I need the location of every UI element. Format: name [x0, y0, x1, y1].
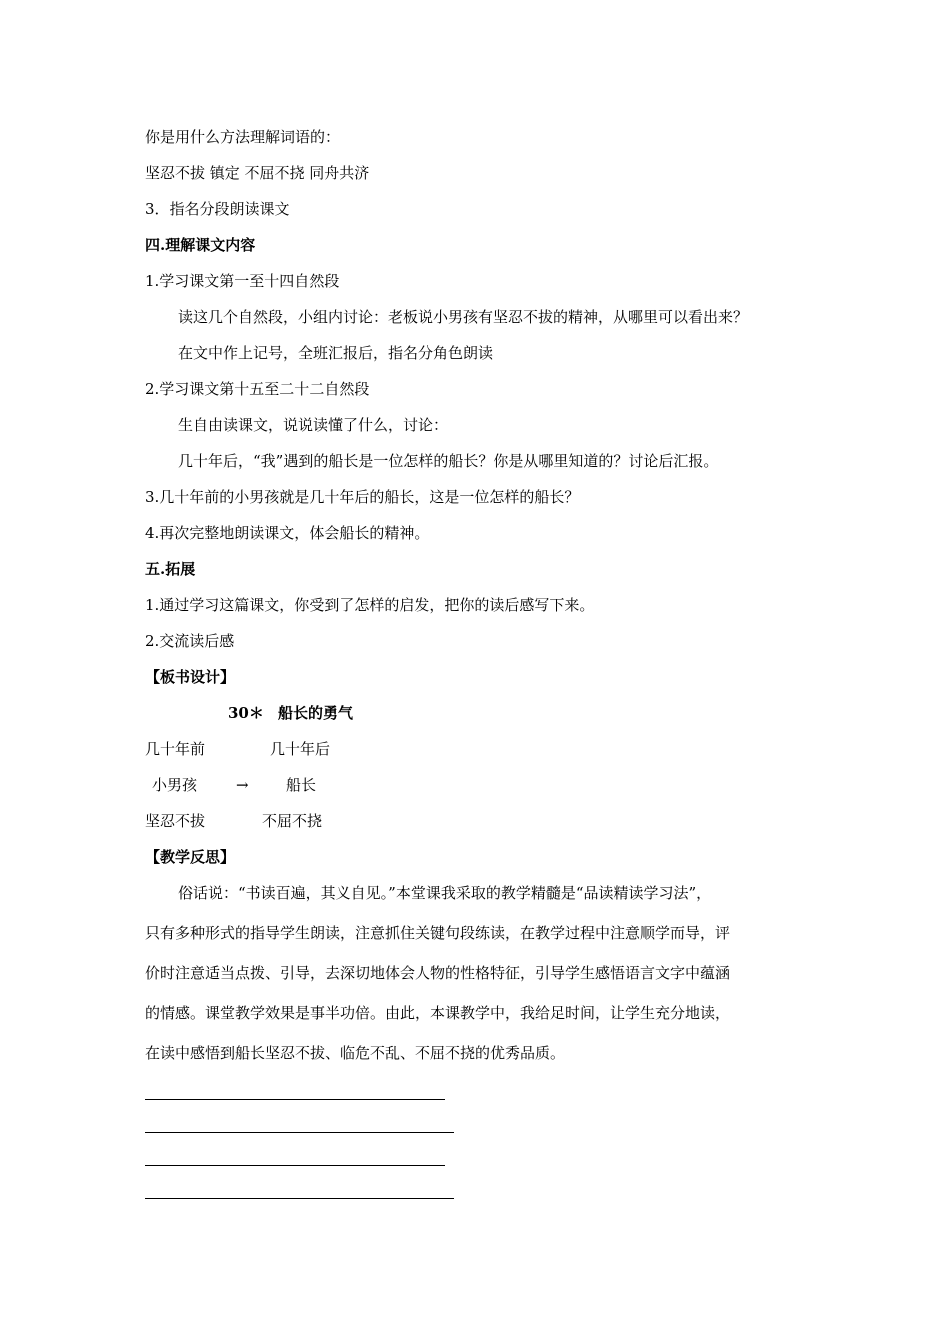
- board-captain: 船长: [286, 776, 317, 794]
- section-4-item-2-detail-a: 生自由读课文，说说读懂了什么，讨论：: [178, 416, 449, 434]
- section-4-item-2: 2.学习课文第十五至二十二自然段: [145, 380, 370, 398]
- section-4-item-3: 3.几十年前的小男孩就是几十年后的船长，这是一位怎样的船长？: [145, 488, 580, 506]
- section-4-item-2-detail-b: 几十年后，“我”遇到的船长是一位怎样的船长？你是从哪里知道的？讨论后汇报。: [178, 452, 719, 470]
- board-lesson-number: 30＊: [228, 704, 264, 722]
- section-4-heading: 四.理解课文内容: [145, 236, 256, 254]
- question-text: 你是用什么方法理解词语的：: [145, 128, 341, 146]
- section-4-item-1-detail-a: 读这几个自然段，小组内讨论：老板说小男孩有坚忍不拔的精神，从哪里可以看出来？: [178, 308, 749, 326]
- section-5-heading: 五.拓展: [145, 560, 196, 578]
- board-arrow-icon: →: [236, 776, 249, 794]
- board-little-boy: 小男孩: [152, 776, 198, 794]
- blank-line-2: [145, 1132, 454, 1133]
- blank-line-4: [145, 1198, 454, 1199]
- vocabulary-words: 坚忍不拔 镇定 不屈不挠 同舟共济: [145, 164, 370, 182]
- reflection-line-1: 俗话说：“书读百遍，其义自见。”本堂课我采取的教学精髓是“品读精读学习法”，: [178, 884, 712, 902]
- teaching-reflection-heading: 【教学反思】: [145, 848, 236, 866]
- section-5-item-1: 1.通过学习这篇课文，你受到了怎样的启发，把你的读后感写下来。: [145, 596, 595, 614]
- reflection-line-2: 只有多种形式的指导学生朗读，注意抓住关键句段练读，在教学过程中注意顺学而导，评: [145, 924, 731, 942]
- board-years-after: 几十年后: [270, 740, 331, 758]
- board-lesson-title: 船长的勇气: [278, 704, 354, 722]
- blank-line-3: [145, 1165, 445, 1166]
- reflection-line-4: 的情感。课堂教学效果是事半功倍。由此，本课教学中，我给足时间，让学生充分地读，: [145, 1004, 731, 1022]
- reflection-line-5: 在读中感悟到船长坚忍不拔、临危不乱、不屈不挠的优秀品质。: [145, 1044, 566, 1062]
- section-4-item-4: 4.再次完整地朗读课文，体会船长的精神。: [145, 524, 430, 542]
- board-trait-before: 坚忍不拔: [145, 812, 206, 830]
- section-4-item-1: 1.学习课文第一至十四自然段: [145, 272, 340, 290]
- reflection-line-3: 价时注意适当点拨、引导，去深切地体会人物的性格特征，引导学生感悟语言文字中蕴涵: [145, 964, 731, 982]
- board-years-before: 几十年前: [145, 740, 206, 758]
- board-design-heading: 【板书设计】: [145, 668, 236, 686]
- section-5-item-2: 2.交流读后感: [145, 632, 235, 650]
- blank-line-1: [145, 1099, 445, 1100]
- step-3-text: 3．指名分段朗读课文: [145, 200, 290, 218]
- section-4-item-1-detail-b: 在文中作上记号，全班汇报后，指名分角色朗读: [178, 344, 494, 362]
- board-trait-after: 不屈不挠: [262, 812, 323, 830]
